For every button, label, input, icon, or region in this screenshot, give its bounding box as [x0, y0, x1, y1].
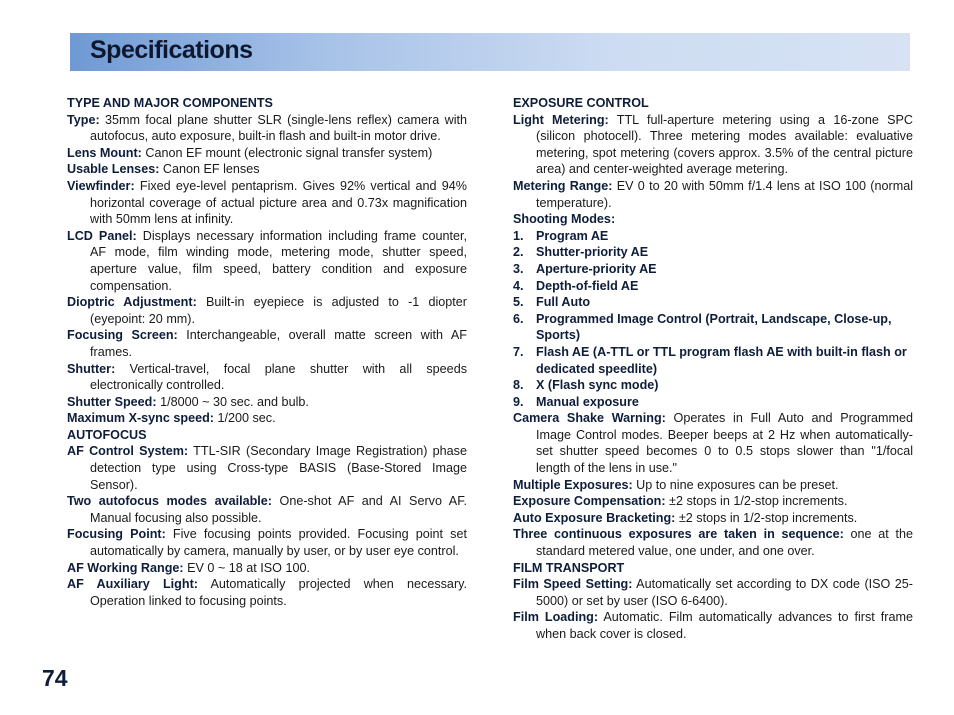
spec-description: 35mm focal plane shutter SLR (single-lens reflex) camera with autofocus, auto exposure, built-in flash and built-in motor drive.	[90, 112, 467, 144]
list-text: Flash AE (A-TTL or TTL program flash AE with built-in flash or dedicated speedlite)	[536, 344, 907, 376]
spec-term: Multiple Exposures:	[513, 477, 633, 492]
spec-term: AF Auxiliary Light:	[67, 577, 198, 592]
spec-term: Maximum X-sync speed:	[67, 411, 214, 426]
spec-description: TTL-SIR (Secondary Image Registration) phase detection type using Cross-type BASIS (Base-Stored Image Sensor).	[90, 444, 467, 492]
spec-description: EV 0 ~ 18 at ISO 100.	[183, 560, 310, 575]
spec-description: Fixed eye-level pentaprism. Gives 92% vertical and 94% horizontal coverage of actual picture area and 0.73x magnification with 50mm lens at infinity.	[90, 178, 467, 227]
spec-term: Camera Shake Warning:	[513, 411, 666, 426]
spec-description: 1/200 sec.	[213, 411, 276, 426]
shooting-mode-item	[513, 311, 913, 344]
shooting-mode-item	[513, 261, 913, 278]
spec-term: Lens Mount:	[67, 145, 142, 160]
list-number: 8.	[513, 378, 524, 393]
right-column	[513, 95, 913, 643]
list-number: 5.	[513, 295, 524, 310]
spec-term: Shooting Modes:	[513, 212, 616, 227]
spec-term: Shutter Speed:	[67, 394, 157, 409]
spec-entry	[67, 294, 467, 327]
list-number: 1.	[513, 228, 524, 243]
spec-term: LCD Panel:	[67, 228, 137, 243]
list-number: 6.	[513, 311, 524, 326]
list-number: 2.	[513, 245, 524, 260]
spec-entry	[67, 161, 467, 178]
list-text: Shutter-priority AE	[536, 245, 649, 260]
shooting-mode-item	[513, 278, 913, 295]
spec-term: Film Loading:	[513, 610, 599, 625]
list-number: 4.	[513, 278, 524, 293]
spec-entry	[67, 394, 467, 411]
spec-term: Metering Range:	[513, 178, 613, 193]
spec-description: Automatic. Film automatically advances to first frame when back cover is closed.	[536, 610, 913, 641]
spec-description: Canon EF mount (electronic signal transfer system)	[141, 145, 433, 160]
spec-entry	[513, 576, 913, 609]
shooting-mode-item	[513, 228, 913, 245]
spec-term: Light Metering:	[513, 112, 609, 127]
list-number: 9.	[513, 394, 524, 409]
spec-entry	[67, 112, 467, 145]
spec-term: Three continuous exposures are taken in sequence:	[513, 527, 844, 542]
spec-entry	[67, 228, 467, 294]
spec-term: Two autofocus modes available:	[67, 494, 272, 509]
spec-entry	[67, 145, 467, 162]
spec-description: Operates in Full Auto and Programmed Image Control modes. Beeper beeps at 2 Hz when automatically-set shutter speed becomes 0 to 0.5 stops slower than "1/focal length of the lens in use."	[536, 411, 913, 476]
spec-term: Dioptric Adjustment:	[67, 295, 197, 310]
spec-description: Automatically projected when necessary. Operation linked to focusing points.	[90, 577, 467, 608]
shooting-mode-item	[513, 377, 913, 394]
spec-term: Viewfinder:	[67, 178, 135, 193]
spec-description: ±2 stops in 1/2-stop increments.	[675, 510, 858, 525]
shooting-mode-item	[513, 344, 913, 377]
spec-description: EV 0 to 20 with 50mm f/1.4 lens at ISO 100 (normal temperature).	[536, 178, 913, 210]
spec-entry	[513, 477, 913, 494]
list-text: Full Auto	[536, 295, 591, 310]
page-number: 74	[42, 665, 68, 691]
spec-entry	[67, 361, 467, 394]
spec-term: Type:	[67, 112, 100, 127]
spec-term: Focusing Point:	[67, 527, 166, 542]
shooting-mode-item	[513, 244, 913, 261]
spec-description: Canon EF lenses	[159, 162, 260, 177]
spec-entry	[513, 211, 913, 228]
left-column	[67, 95, 467, 609]
list-text: Depth-of-field AE	[536, 278, 639, 293]
spec-entry	[513, 112, 913, 178]
spec-description: Five focusing points provided. Focusing point set automatically by camera, manually by user, or by user eye control.	[90, 527, 467, 559]
spec-entry	[67, 410, 467, 427]
spec-term: Film Speed Setting:	[513, 577, 633, 592]
spec-entry	[513, 526, 913, 559]
spec-entry	[67, 493, 467, 526]
spec-term: Focusing Screen:	[67, 328, 178, 343]
spec-term: Exposure Compensation:	[513, 494, 666, 509]
spec-entry	[67, 443, 467, 493]
spec-entry	[513, 178, 913, 211]
spec-entry	[513, 609, 913, 642]
spec-description: Displays necessary information including frame counter, AF mode, film winding mode, metering mode, shutter speed, aperture value, film speed, battery condition and exposure compensation.	[90, 228, 467, 293]
shooting-mode-item	[513, 294, 913, 311]
spec-entry	[67, 178, 467, 228]
spec-entry	[67, 327, 467, 360]
list-number: 3.	[513, 261, 524, 276]
spec-description: 1/8000 ~ 30 sec. and bulb.	[156, 394, 309, 409]
spec-term: AF Working Range:	[67, 560, 184, 575]
spec-description: one at the standard metered value, one under, and one over.	[536, 527, 913, 559]
spec-description: Automatically set according to DX code (ISO 25-5000) or set by user (ISO 6-6400).	[536, 577, 913, 608]
list-text: Manual exposure	[536, 394, 639, 409]
section-heading: TYPE AND MAJOR COMPONENTS	[67, 96, 273, 110]
spec-entry	[67, 576, 467, 609]
spec-entry	[513, 493, 913, 510]
spec-term: AF Control System:	[67, 444, 189, 459]
spec-entry	[513, 410, 913, 476]
spec-description: ±2 stops in 1/2-stop increments.	[665, 494, 848, 509]
spec-term: Shutter:	[67, 361, 116, 376]
spec-entry	[67, 526, 467, 559]
list-text: X (Flash sync mode)	[536, 378, 659, 393]
section-heading: EXPOSURE CONTROL	[513, 96, 649, 110]
spec-description: Interchangeable, overall matte screen with AF frames.	[90, 328, 467, 359]
shooting-mode-item	[513, 394, 913, 411]
spec-term: Auto Exposure Bracketing:	[513, 510, 676, 525]
spec-description: Vertical-travel, focal plane shutter with all speeds electronically controlled.	[90, 361, 467, 393]
spec-description: One-shot AF and AI Servo AF. Manual focusing also possible.	[90, 494, 467, 525]
page-title: Specifications	[90, 36, 253, 64]
spec-description: Up to nine exposures can be preset.	[632, 477, 839, 492]
spec-description: Built-in eyepiece is adjusted to -1 diopter (eyepoint: 20 mm).	[90, 295, 467, 326]
section-heading: AUTOFOCUS	[67, 427, 147, 442]
spec-description: TTL full-aperture metering using a 16-zone SPC (silicon photocell). Three metering modes available: evaluative metering, spot metering (covers approx. 3.5% of the central picture area) and center-weighted average metering.	[536, 112, 913, 177]
list-text: Aperture-priority AE	[536, 261, 657, 276]
spec-term: Usable Lenses:	[67, 162, 160, 177]
list-text: Program AE	[536, 228, 609, 243]
spec-entry	[513, 510, 913, 527]
spec-entry	[67, 560, 467, 577]
list-text: Programmed Image Control (Portrait, Landscape, Close-up, Sports)	[536, 311, 892, 343]
list-number: 7.	[513, 344, 524, 359]
section-heading: FILM TRANSPORT	[513, 560, 625, 575]
